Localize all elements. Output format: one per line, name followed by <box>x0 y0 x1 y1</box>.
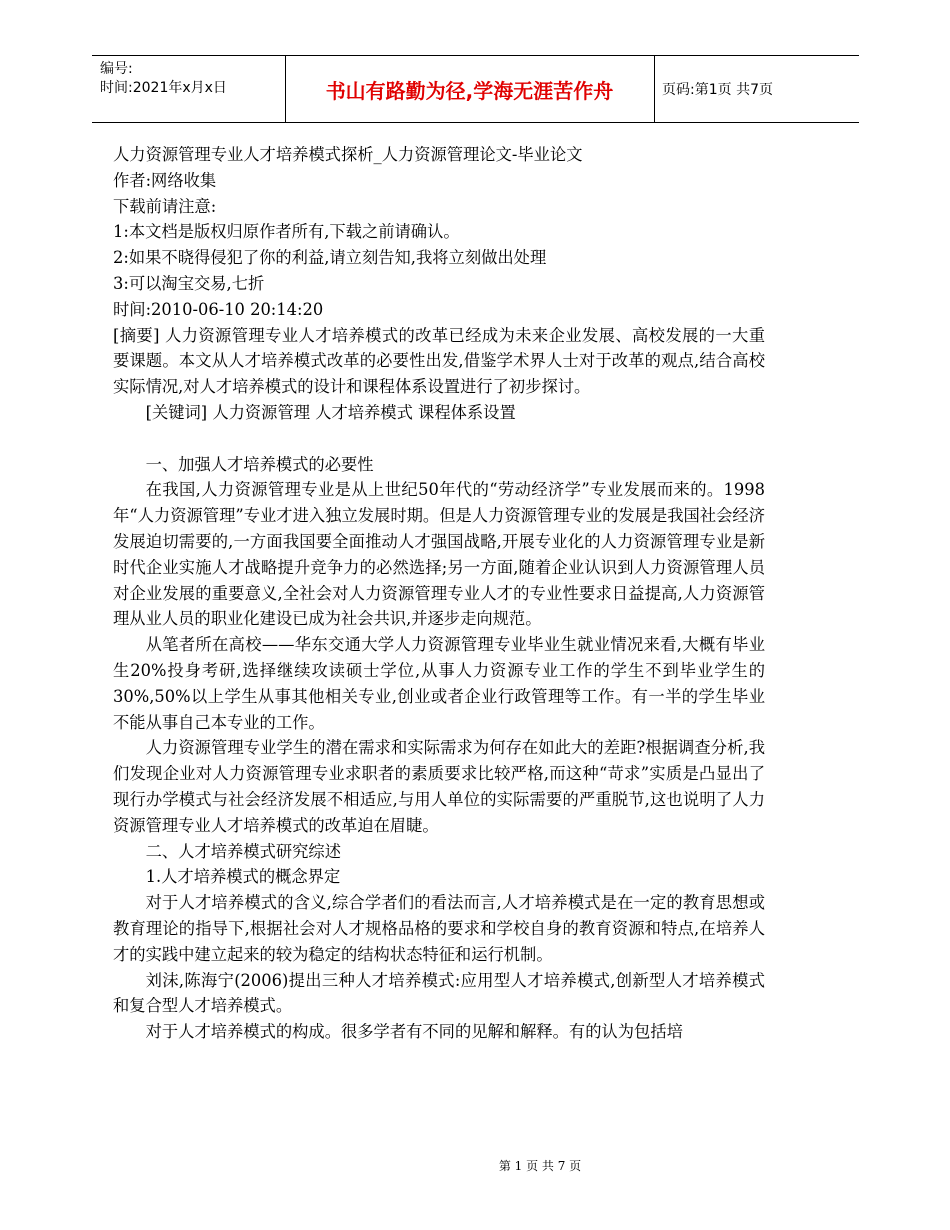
header-page-info: 页码:第1页 共7页 <box>662 82 773 98</box>
blank-line <box>113 426 765 452</box>
subsection-heading: 1.人才培养模式的概念界定 <box>145 867 341 887</box>
notice-item: 3:可以淘宝交易,七折 <box>113 273 265 293</box>
page-footer: 第 1 页 共 7 页 <box>498 1159 582 1173</box>
body-paragraph: 对于人才培养模式的含义,综合学者们的看法而言,人才培养模式是在一定的教育思想或教育理论的指导下,根据社会对人才规格品格的要求和学校自身的教育资源和特点,在培养人才的实践中建立起来的较为稳定的结构状态特征和运行机制。 <box>113 893 765 964</box>
header-meta <box>100 60 227 98</box>
body-paragraph: 在我国,人力资源管理专业是从上世纪50年代的“劳动经济学”专业发展而来的。1998年“人力资源管理”专业才进入独立发展时期。但是人力资源管理专业的发展是我国社会经济发展迫切需要的,一方面我国要全面推动人才强国战略,开展专业化的人力资源管理专业是新时代企业实施人才战略提升竞争力的必然选择;另一方面,随着企业认识到人力资源管理人员对企业发展的重要意义,全社会对人力资源管理专业人才的专业性要求日益提高,人力资源管理从业人员的职业化建设已成为社会共识,并逐步走向规范。 <box>113 480 765 629</box>
section-heading: 一、加强人才培养模式的必要性 <box>145 454 374 474</box>
document-number-label: 编号: <box>100 61 133 77</box>
author-line: 作者:网络收集 <box>113 170 217 190</box>
publish-time: 时间:2010-06-10 20:14:20 <box>113 299 324 319</box>
page-header <box>92 55 859 123</box>
section-heading: 二、人才培养模式研究综述 <box>145 841 341 861</box>
header-divider <box>654 56 655 122</box>
body-paragraph: 从笔者所在高校——华东交通大学人力资源管理专业毕业生就业情况来看,大概有毕业生20%投身考研,选择继续攻读硕士学位,从事人力资源专业工作的学生不到毕业学生的30%,50%以上学生从事其他相关专业,创业或者企业行政管理等工作。有一半的学生毕业不能从事自己本专业的工作。 <box>113 635 765 732</box>
notice-item: 2:如果不晓得侵犯了你的利益,请立刻告知,我将立刻做出处理 <box>113 248 547 268</box>
body-paragraph: 刘沫,陈海宁(2006)提出三种人才培养模式:应用型人才培养模式,创新型人才培养模式和复合型人才培养模式。 <box>113 970 765 1016</box>
body-paragraph: 对于人才培养模式的构成。很多学者有不同的见解和解释。有的认为包括培 <box>145 1022 683 1042</box>
abstract-paragraph: [摘要] 人力资源管理专业人才培养模式的改革已经成为未来企业发展、高校发展的一大重要课题。本文从人才培养模式改革的必要性出发,借鉴学术界人士对于改革的观点,结合高校实际情况,对人才培养模式的设计和课程体系设置进行了初步探讨。 <box>113 325 765 397</box>
document-title: 人力资源管理专业人才培养模式探析_人力资源管理论文-毕业论文 <box>113 145 583 164</box>
document-body <box>113 142 765 1045</box>
keywords-line: [关键词] 人力资源管理 人才培养模式 课程体系设置 <box>145 402 516 422</box>
header-motto: 书山有路勤为径,学海无涯苦作舟 <box>325 78 614 103</box>
body-paragraph: 人力资源管理专业学生的潜在需求和实际需求为何存在如此大的差距?根据调查分析,我们发现企业对人力资源管理专业求职者的素质要求比较严格,而这种“苛求”实质是凸显出了现行办学模式与社会经济发展不相适应,与用人单位的实际需要的严重脱节,这也说明了人力资源管理专业人才培养模式的改革迫在眉睫。 <box>113 738 765 835</box>
notice-item: 1:本文档是版权归原作者所有,下载之前请确认。 <box>113 222 460 242</box>
document-time-label: 时间:2021年x月x日 <box>100 80 227 96</box>
download-notice: 下载前请注意: <box>113 196 217 216</box>
